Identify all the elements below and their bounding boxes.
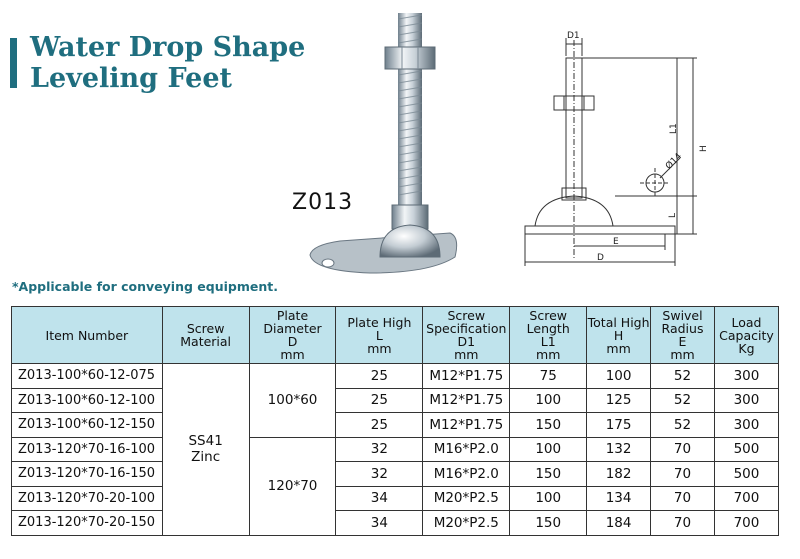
- table-row: [12, 437, 779, 462]
- total-high: 175: [587, 413, 651, 438]
- swivel-radius: 70: [651, 462, 715, 487]
- total-high: 100: [587, 364, 651, 389]
- header-load-capacity: Load Capacity Kg: [714, 307, 778, 364]
- item-number: Z013-120*70-16-100: [12, 437, 163, 462]
- plate-high: 34: [336, 486, 423, 511]
- screw-length: 100: [510, 437, 587, 462]
- screw-spec: M12*P1.75: [423, 413, 510, 438]
- label-e: E: [613, 237, 619, 247]
- swivel-radius: 70: [651, 437, 715, 462]
- header-screw-length: Screw Length L1 mm: [510, 307, 587, 364]
- hex-nut: [385, 47, 435, 69]
- swivel-radius: 70: [651, 486, 715, 511]
- usage-note: *Applicable for conveying equipment.: [12, 279, 278, 294]
- header-plate-diameter: Plate Diameter D mm: [249, 307, 336, 364]
- screw-spec: M12*P1.75: [423, 364, 510, 389]
- item-number: Z013-100*60-12-100: [12, 388, 163, 413]
- total-high: 184: [587, 511, 651, 536]
- swivel-radius: 70: [651, 511, 715, 536]
- load-capacity: 300: [714, 364, 778, 389]
- screw-spec: M16*P2.0: [423, 462, 510, 487]
- load-capacity: 300: [714, 388, 778, 413]
- header-swivel-radius: Swivel Radius E mm: [651, 307, 715, 364]
- label-d: D: [597, 253, 604, 263]
- load-capacity: 300: [714, 413, 778, 438]
- mounting-hole: [322, 259, 334, 267]
- screw-length: 150: [510, 413, 587, 438]
- load-capacity: 700: [714, 511, 778, 536]
- label-d1: D1: [567, 31, 580, 41]
- header-total-high: Total High H mm: [587, 307, 651, 364]
- screw-spec: M20*P2.5: [423, 511, 510, 536]
- screw-spec: M20*P2.5: [423, 486, 510, 511]
- table-row: [12, 364, 779, 389]
- plate-high: 32: [336, 462, 423, 487]
- screw-length: 150: [510, 511, 587, 536]
- label-h: H: [699, 145, 709, 152]
- table-row: [12, 388, 779, 413]
- table-row: [12, 462, 779, 487]
- item-number: Z013-120*70-16-150: [12, 462, 163, 487]
- title-line-2: Leveling Feet: [30, 63, 232, 94]
- swivel-radius: 52: [651, 413, 715, 438]
- screw-material: SS41 Zinc: [162, 364, 249, 536]
- header-item-number: Item Number: [12, 307, 163, 364]
- table-header-row: [12, 307, 779, 364]
- technical-drawing: [515, 28, 709, 273]
- screw-length: 75: [510, 364, 587, 389]
- total-high: 134: [587, 486, 651, 511]
- model-number: Z013: [292, 190, 354, 215]
- load-capacity: 700: [714, 486, 778, 511]
- item-number: Z013-120*70-20-100: [12, 486, 163, 511]
- label-l: L: [668, 212, 678, 218]
- plate-diameter: 100*60: [249, 364, 336, 438]
- plate-high: 25: [336, 364, 423, 389]
- item-number: Z013-100*60-12-150: [12, 413, 163, 438]
- header-plate-high: Plate High L mm: [336, 307, 423, 364]
- label-diameter: Ø14: [664, 151, 685, 172]
- label-l1: L1: [669, 123, 679, 134]
- total-high: 182: [587, 462, 651, 487]
- title-accent-bar: [10, 38, 17, 88]
- load-capacity: 500: [714, 437, 778, 462]
- drawing-plate: [525, 226, 675, 234]
- header-screw-spec: Screw Specification D1 mm: [423, 307, 510, 364]
- screw-length: 100: [510, 486, 587, 511]
- plate-high: 25: [336, 388, 423, 413]
- plate-high: 34: [336, 511, 423, 536]
- table-row: [12, 511, 779, 536]
- plate-high: 32: [336, 437, 423, 462]
- load-capacity: 500: [714, 462, 778, 487]
- swivel-radius: 52: [651, 364, 715, 389]
- item-number: Z013-120*70-20-150: [12, 511, 163, 536]
- table-row: [12, 486, 779, 511]
- screw-spec: M16*P2.0: [423, 437, 510, 462]
- plate-diameter: 120*70: [249, 437, 336, 535]
- total-high: 132: [587, 437, 651, 462]
- screw-length: 150: [510, 462, 587, 487]
- total-high: 125: [587, 388, 651, 413]
- spec-table: [11, 306, 779, 536]
- title-line-1: Water Drop Shape: [30, 32, 306, 63]
- dome-base: [380, 225, 440, 257]
- item-number: Z013-100*60-12-075: [12, 364, 163, 389]
- swivel-radius: 52: [651, 388, 715, 413]
- header-screw-material: Screw Material: [162, 307, 249, 364]
- screw-spec: M12*P1.75: [423, 388, 510, 413]
- product-photo: [250, 5, 460, 280]
- plate-high: 25: [336, 413, 423, 438]
- screw-length: 100: [510, 388, 587, 413]
- table-row: [12, 413, 779, 438]
